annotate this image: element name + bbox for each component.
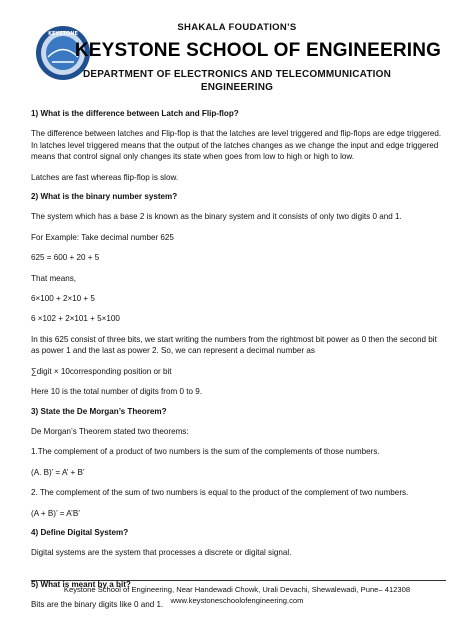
answer-1-paragraph-1: The difference between latches and Flip-flop is that the latches are level triggered and flip-flops are edge triggered. In latches level triggered means that the output of the latches changes as we change the input and edge triggered means that control signal only changes its state when goes from low to high or high to low. [31,129,442,162]
answer-2-paragraph-2: For Example: Take decimal number 625 [31,232,174,242]
answer-3-paragraph-3: 2. The complement of the sum of two numbers is equal to the product of the complement of two numbers. [31,488,409,498]
question-3: 3) State the De Morgan’s Theorem? [31,406,167,416]
answer-3-equation-1: (A. B)’ = A’ + B’ [31,467,85,477]
answer-2-equation-3: 6 ×102 + 2×101 + 5×100 [31,314,120,324]
answer-2-paragraph-4: In this 625 consist of three bits, we start writing the numbers from the rightmost bit power as 0 then the second bit as power 1 and the last as power 2. So, we can represent a decimal number as [31,334,437,356]
answer-3-equation-2: (A + B)’ = A’B’ [31,508,81,518]
department-name [40,68,434,94]
answer-2-paragraph-3: That means, [31,273,76,283]
footer-divider [31,580,446,581]
answer-2-paragraph-5: Here 10 is the total number of digits from 0 to 9. [31,387,202,397]
footer [0,585,474,606]
answer-2-formula: ∑digit × 10corresponding position or bit [31,366,172,376]
answer-2-paragraph-1: The system which has a base 2 is known as the binary system and it consists of only two digits 0 and 1. [31,212,402,222]
department-line-2: ENGINEERING [200,82,274,93]
answer-2-equation-1: 625 = 600 + 20 + 5 [31,253,100,263]
school-name: KEYSTONE SCHOOL OF ENGINEERING [74,40,442,61]
answer-3-paragraph-2: 1.The complement of a product of two numbers is the sum of the complements of those numbers. [31,447,380,457]
document-body [31,108,446,611]
answer-5-paragraph-1: Bits are the binary digits like 0 and 1. [31,600,164,610]
question-1: 1) What is the difference between Latch and Flip-flop? [31,109,239,118]
footer-address: Keystone School of Engineering, Near Handewadi Chowk, Urali Devachi, Shewalewadi, Pune– 412308 [63,585,411,594]
question-2: 2) What is the binary number system? [31,192,178,202]
answer-2-equation-2: 6×100 + 2×10 + 5 [31,294,95,304]
question-4: 4) Define Digital System? [31,527,129,537]
answer-3-paragraph-1: De Morgan’s Theorem stated two theorems: [31,426,189,436]
foundation-name: SHAKALA FOUDATION’S [177,22,297,33]
question-5: 5) What is meant by a bit? [31,579,131,589]
department-line-1: DEPARTMENT OF ELECTRONICS AND TELECOMMUNICATION [82,69,392,80]
logo-text: KEYSTONE [48,31,78,37]
letterhead [0,0,474,100]
footer-website: www.keystoneschoolofengineering.com [170,595,304,605]
answer-1-paragraph-2: Latches are fast whereas flip-flop is slow. [31,172,179,182]
answer-4-paragraph-1: Digital systems are the system that processes a discrete or digital signal. [31,548,292,558]
